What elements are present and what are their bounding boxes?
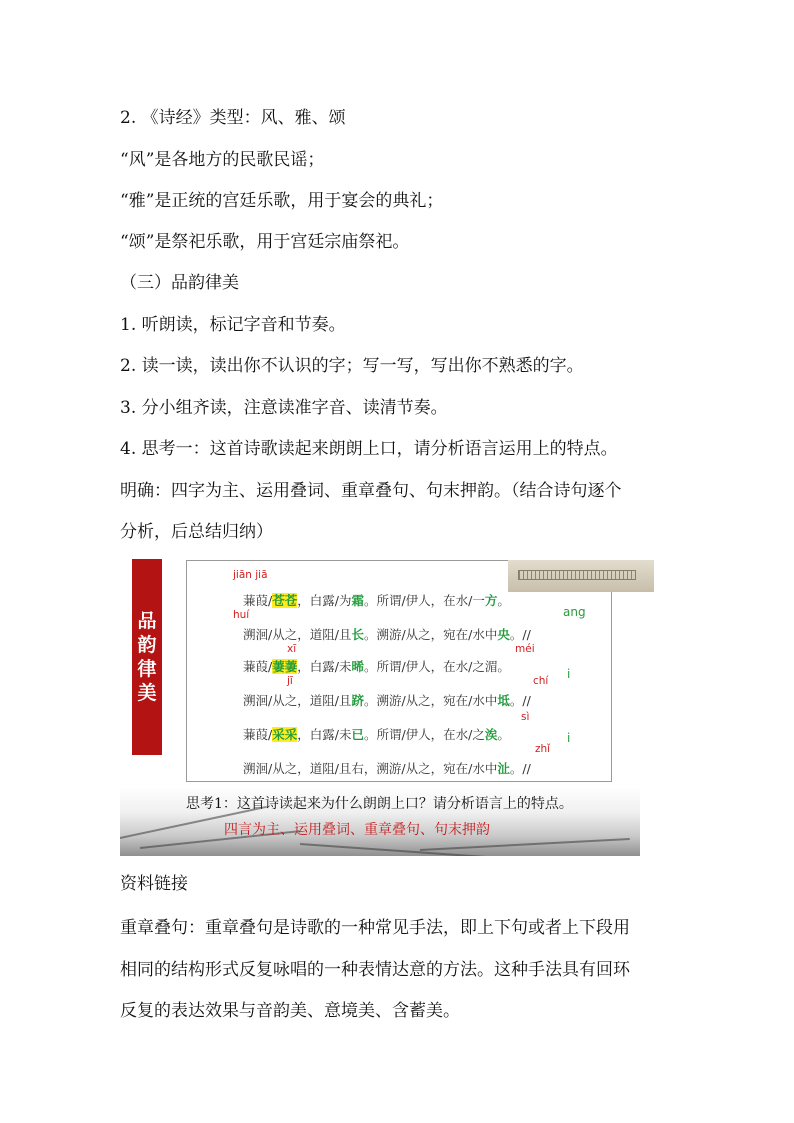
- rhyme-marker: i: [567, 731, 571, 745]
- pinyin-annotation: xī: [287, 643, 297, 655]
- poem-line-2: 溯洄/从之，道阻/且长。溯游/从之，宛在/水中央。//: [243, 627, 531, 642]
- poem-line-5: 蒹葭/采采，白露/未已。所谓/伊人，在水/之涘。: [243, 727, 510, 742]
- ruler-graphic: [508, 560, 654, 592]
- rhyme-marker: ang: [563, 605, 586, 619]
- poem-line-1: 蒹葭/苍苍，白露/为霜。所谓/伊人，在水/一方。: [243, 593, 510, 608]
- clarification-line-2: 分析，后总结归纳）: [120, 522, 273, 542]
- text-line-ya: “雅”是正统的宫廷乐歌，用于宴会的典礼；: [120, 191, 444, 211]
- resource-text-line-2: 相同的结构形式反复咏唱的一种表情达意的方法。这种手法具有回环: [120, 960, 630, 980]
- section-heading-types: 2. 《诗经》类型：风、雅、颂: [120, 108, 346, 128]
- poem-box: [186, 560, 612, 782]
- pinyin-annotation: chí: [533, 675, 549, 687]
- poem-line-6: 溯洄/从之，道阻/且右，溯游/从之，宛在/水中沚。//: [243, 761, 531, 776]
- ink-wash-band: [120, 789, 640, 856]
- resource-text-line-3: 反复的表达效果与音韵美、意境美、含蓄美。: [120, 1001, 460, 1021]
- text-line-feng: “风”是各地方的民歌民谣；: [120, 150, 325, 170]
- side-char: 美: [137, 682, 157, 704]
- slide-question: 思考1：这首诗读起来为什么朗朗上口？请分析语言上的特点。: [186, 796, 573, 812]
- side-char: 韵: [137, 634, 157, 656]
- rhyme-marker: i: [567, 667, 571, 681]
- step-2: 2. 读一读，读出你不认识的字；写一写，写出你不熟悉的字。: [120, 356, 584, 376]
- slide-side-title: [132, 559, 162, 755]
- resource-link-heading: 资料链接: [120, 874, 188, 894]
- resource-text-line-1: 重章叠句：重章叠句是诗歌的一种常见手法，即上下句或者上下段用: [120, 918, 630, 938]
- pinyin-annotation: zhǐ: [535, 743, 551, 755]
- pinyin-annotation: sì: [521, 711, 530, 723]
- pinyin-annotation: jī: [287, 675, 293, 687]
- slide-image: [120, 556, 654, 856]
- pinyin-annotation: huí: [233, 609, 250, 621]
- section-heading-rhythm: （三）品韵律美: [120, 273, 239, 293]
- step-1: 1. 听朗读，标记字音和节奏。: [120, 315, 346, 335]
- pinyin-annotation: méi: [515, 643, 535, 655]
- side-char: 律: [137, 658, 157, 680]
- pinyin-annotation: jiān jiā: [233, 569, 268, 581]
- side-char: 品: [137, 610, 157, 632]
- slide-answer: 四言为主、运用叠词、重章叠句、句末押韵: [224, 822, 490, 838]
- poem-line-4: 溯洄/从之，道阻/且跻。溯游/从之，宛在/水中坻。//: [243, 693, 531, 708]
- step-4: 4. 思考一：这首诗歌读起来朗朗上口，请分析语言运用上的特点。: [120, 439, 618, 459]
- text-line-song: “颂”是祭祀乐歌，用于宫廷宗庙祭祀。: [120, 232, 410, 252]
- step-3: 3. 分小组齐读，注意读准字音、读清节奏。: [120, 398, 448, 418]
- clarification-line-1: 明确：四字为主、运用叠词、重章叠句、句末押韵。（结合诗句逐个: [120, 481, 622, 501]
- poem-line-3: 蒹葭/萋萋，白露/未晞。所谓/伊人，在水/之湄。: [243, 659, 510, 674]
